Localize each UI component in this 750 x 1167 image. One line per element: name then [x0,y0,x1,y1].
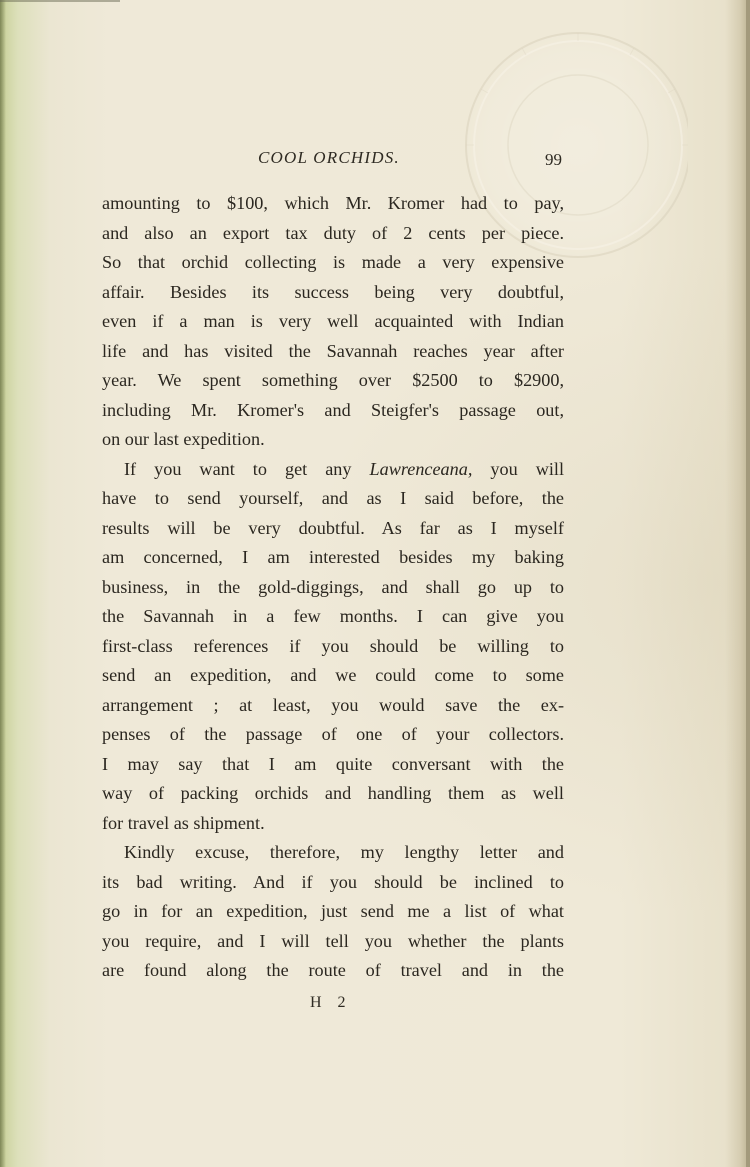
signature-mark: H 2 [310,994,352,1011]
italic-species-name: Lawrenceana, [369,458,473,479]
text-line: So that orchid collecting is made a very expensive [102,252,564,272]
text-line: business, in the gold-diggings, and shall go up to [102,576,564,597]
page-edge [746,0,750,1167]
text-line: you require, and I will tell you whether the plants [102,930,564,951]
text-line: and also an export tax duty of 2 cents per piece. [102,222,564,243]
text-line: go in for an expedition, just send me a list of what [102,901,564,921]
running-head: COOL ORCHIDS. [258,148,400,167]
text-line: life and has visited the Savannah reaches year after [102,340,564,361]
text-line: the Savannah in a few months. I can give you [102,606,564,626]
text-line: way of packing orchids and handling them as well [102,783,564,803]
text-line: including Mr. Kromer's and Steigfer's passage out, [102,399,564,420]
text-line: on our last expedition. [102,429,265,449]
body-text [102,189,564,986]
text-line: year. We spent something over $2500 to $2900, [102,370,564,390]
text-line: amounting to $100, which Mr. Kromer had to pay, [102,193,564,213]
text-line: even if a man is very well acquainted with Indian [102,311,564,331]
text-line: have to send yourself, and as I said before, the [102,488,564,508]
text-line: penses of the passage of one of your collectors. [102,724,564,744]
top-rule [0,0,120,2]
text-line: am concerned, I am interested besides my baking [102,547,564,567]
text-line: If you want to get any Lawrenceana, you will [124,458,565,479]
text-line: its bad writing. And if you should be inclined to [102,871,564,892]
text-line: results will be very doubtful. As far as I myself [102,517,564,538]
text-line: for travel as shipment. [102,812,265,833]
text-line: I may say that I am quite conversant with the [102,753,564,774]
spine-shadow [0,0,6,1167]
text-line: Kindly excuse, therefore, my lengthy letter and [124,842,564,862]
page-number: 99 [545,150,562,169]
text-line: first-class references if you should be willing to [102,635,564,656]
text-line: are found along the route of travel and in the [102,960,564,980]
text-line: send an expedition, and we could come to some [102,665,564,685]
text-line: arrangement ; at least, you would save the ex- [102,694,564,715]
text-line: affair. Besides its success being very doubtful, [102,281,564,302]
